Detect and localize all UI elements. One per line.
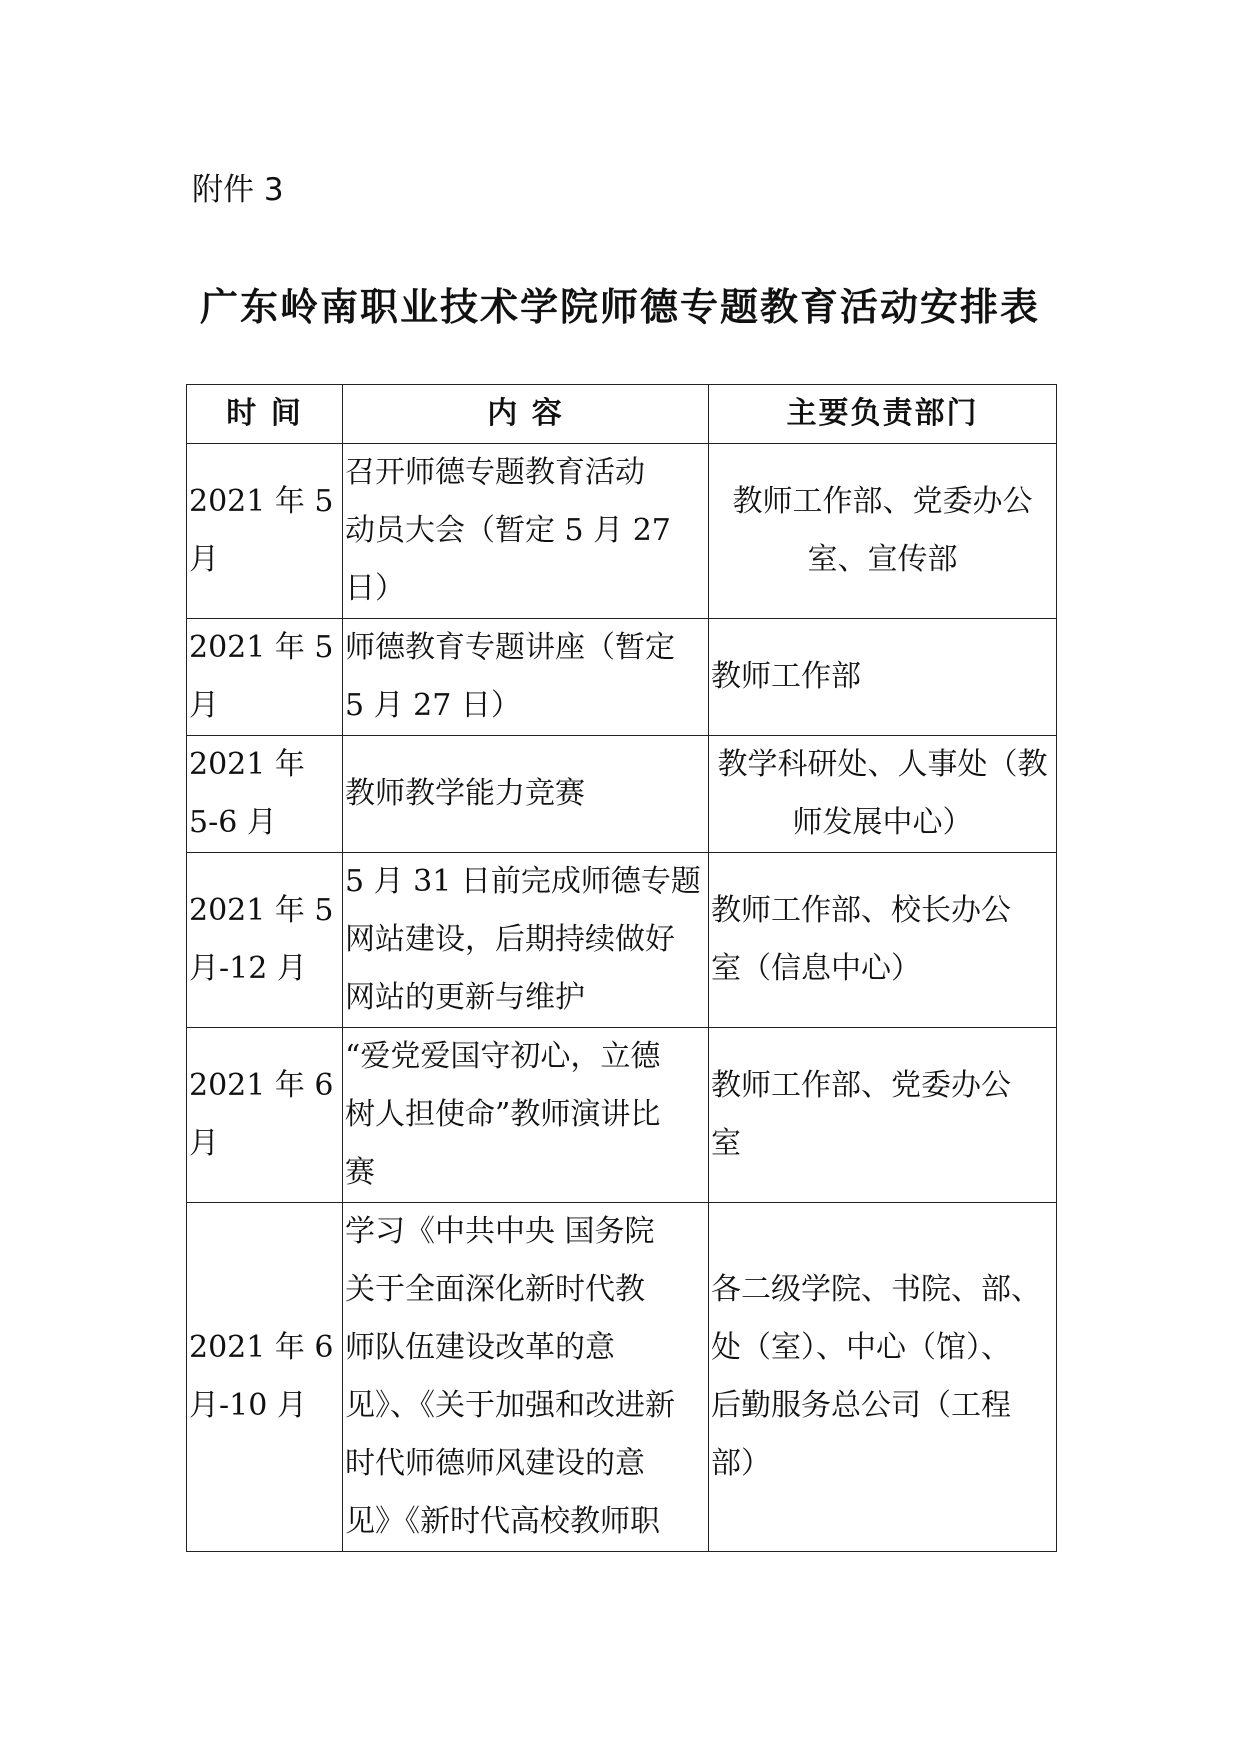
row-time: 2021 年 6 月-10 月: [187, 1203, 343, 1552]
row-time: 2021 年 5 月: [187, 444, 343, 619]
attachment-label: 附件 3: [192, 172, 284, 208]
row-content: 召开师德专题教育活动 动员大会（暂定 5 月 27 日）: [343, 444, 709, 619]
schedule-table: [186, 384, 1057, 1552]
row-time: 2021 年 5-6 月: [187, 736, 343, 853]
table-row: [187, 1203, 1057, 1552]
row-department: 教师工作部、党委办公 室、宣传部: [709, 444, 1057, 619]
row-content: “爱党爱国守初心，立德 树人担使命”教师演讲比 赛: [343, 1028, 709, 1203]
row-department: 教学科研处、人事处（教 师发展中心）: [709, 736, 1057, 853]
header-time: 时 间: [187, 385, 343, 444]
header-department: 主要负责部门: [709, 385, 1057, 444]
row-content: 学习《中共中央 国务院 关于全面深化新时代教 师队伍建设改革的意 见》、《关于加强和改进新 时代师德师风建设的意 见》《新时代高校教师职: [343, 1203, 709, 1552]
row-department: 教师工作部、党委办公 室: [709, 1028, 1057, 1203]
row-department: 各二级学院、书院、部、 处（室）、中心（馆）、 后勤服务总公司（工程 部）: [709, 1203, 1057, 1552]
row-time: 2021 年 5 月-12 月: [187, 853, 343, 1028]
table-row: [187, 619, 1057, 736]
header-content: 内 容: [343, 385, 709, 444]
row-content: 5 月 31 日前完成师德专题 网站建设，后期持续做好 网站的更新与维护: [343, 853, 709, 1028]
table-header-row: [187, 385, 1057, 444]
row-department: 教师工作部: [709, 619, 1057, 736]
document-title: 广东岭南职业技术学院师德专题教育活动安排表: [199, 284, 1040, 329]
table-row: [187, 853, 1057, 1028]
table-row: [187, 1028, 1057, 1203]
row-time: 2021 年 5 月: [187, 619, 343, 736]
row-content: 师德教育专题讲座（暂定 5 月 27 日）: [343, 619, 709, 736]
table-row: [187, 736, 1057, 853]
row-time: 2021 年 6 月: [187, 1028, 343, 1203]
row-content: 教师教学能力竞赛: [343, 736, 709, 853]
row-department: 教师工作部、校长办公 室（信息中心）: [709, 853, 1057, 1028]
table-row: [187, 444, 1057, 619]
